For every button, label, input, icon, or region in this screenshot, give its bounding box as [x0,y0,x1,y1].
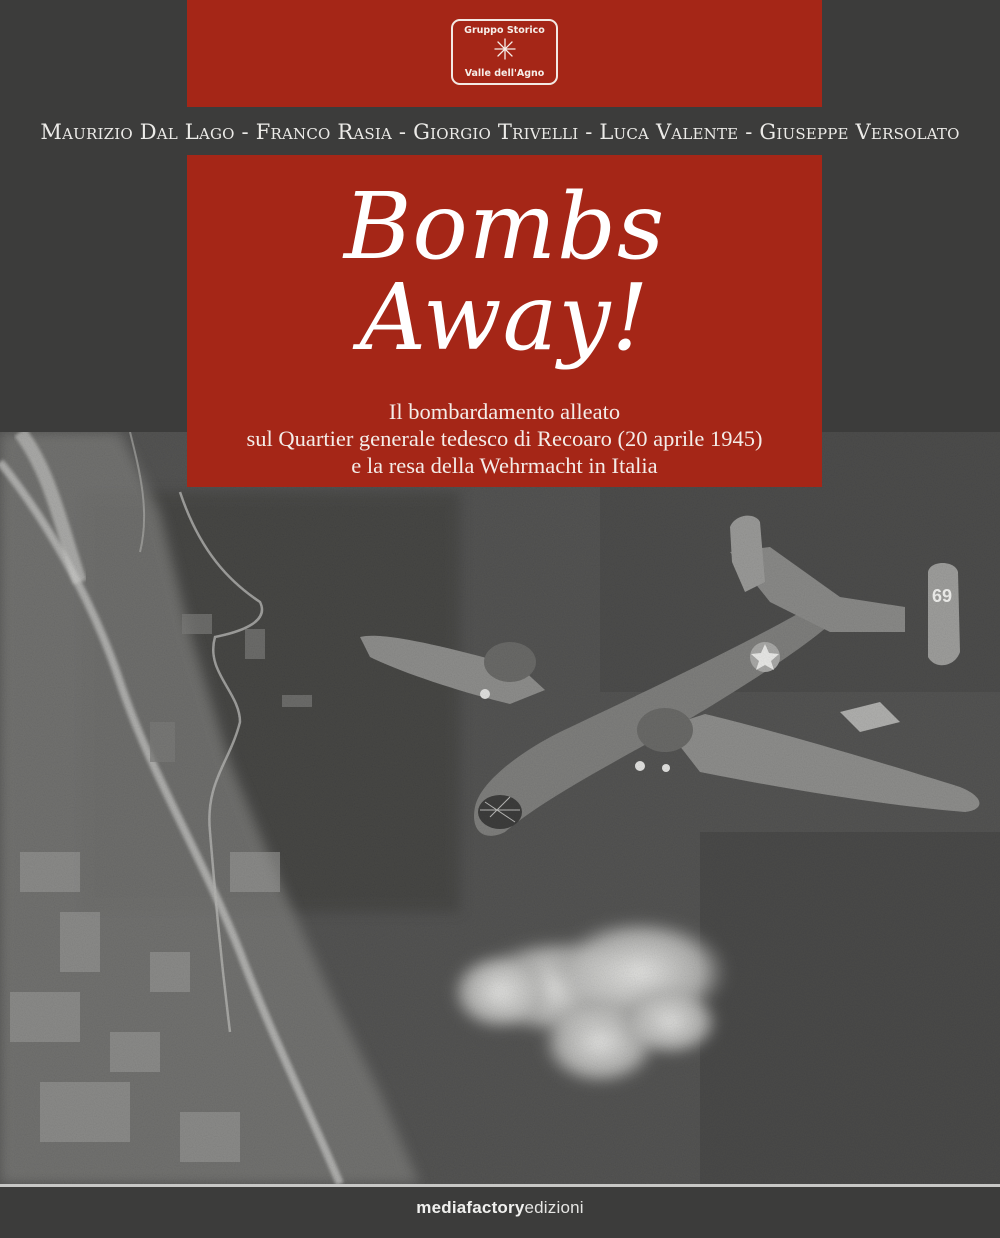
asterisk-star-icon [494,38,516,60]
cover-photo-aerial-bomber [0,432,1000,1184]
title-line-2: Away! [359,264,650,371]
subtitle [187,398,822,479]
title-line-1: Bombs [343,173,666,280]
subtitle-line-1: Il bombardamento alleato [388,399,621,424]
subtitle-line-3: e la resa della Wehrmacht in Italia [351,453,658,478]
bomber-photo-illustration [0,432,1000,1184]
publisher-name-light: edizioni [524,1198,584,1217]
logo-line-1: Gruppo Storico [464,25,545,36]
subtitle-line-2: sul Quartier generale tedesco di Recoaro (20 aprile 1945) [246,426,763,451]
logo-line-2: Valle dell'Agno [464,68,545,79]
publisher-name-bold: mediafactory [416,1198,525,1217]
publisher-imprint [0,1198,1000,1218]
title-panel [187,155,822,487]
publisher-group-logo [451,19,558,85]
svg-text:69: 69 [932,586,953,606]
authors-line: Maurizio Dal Lago - Franco Rasia - Giorgio Trivelli - Luca Valente - Giuseppe Versolato [40,120,960,144]
